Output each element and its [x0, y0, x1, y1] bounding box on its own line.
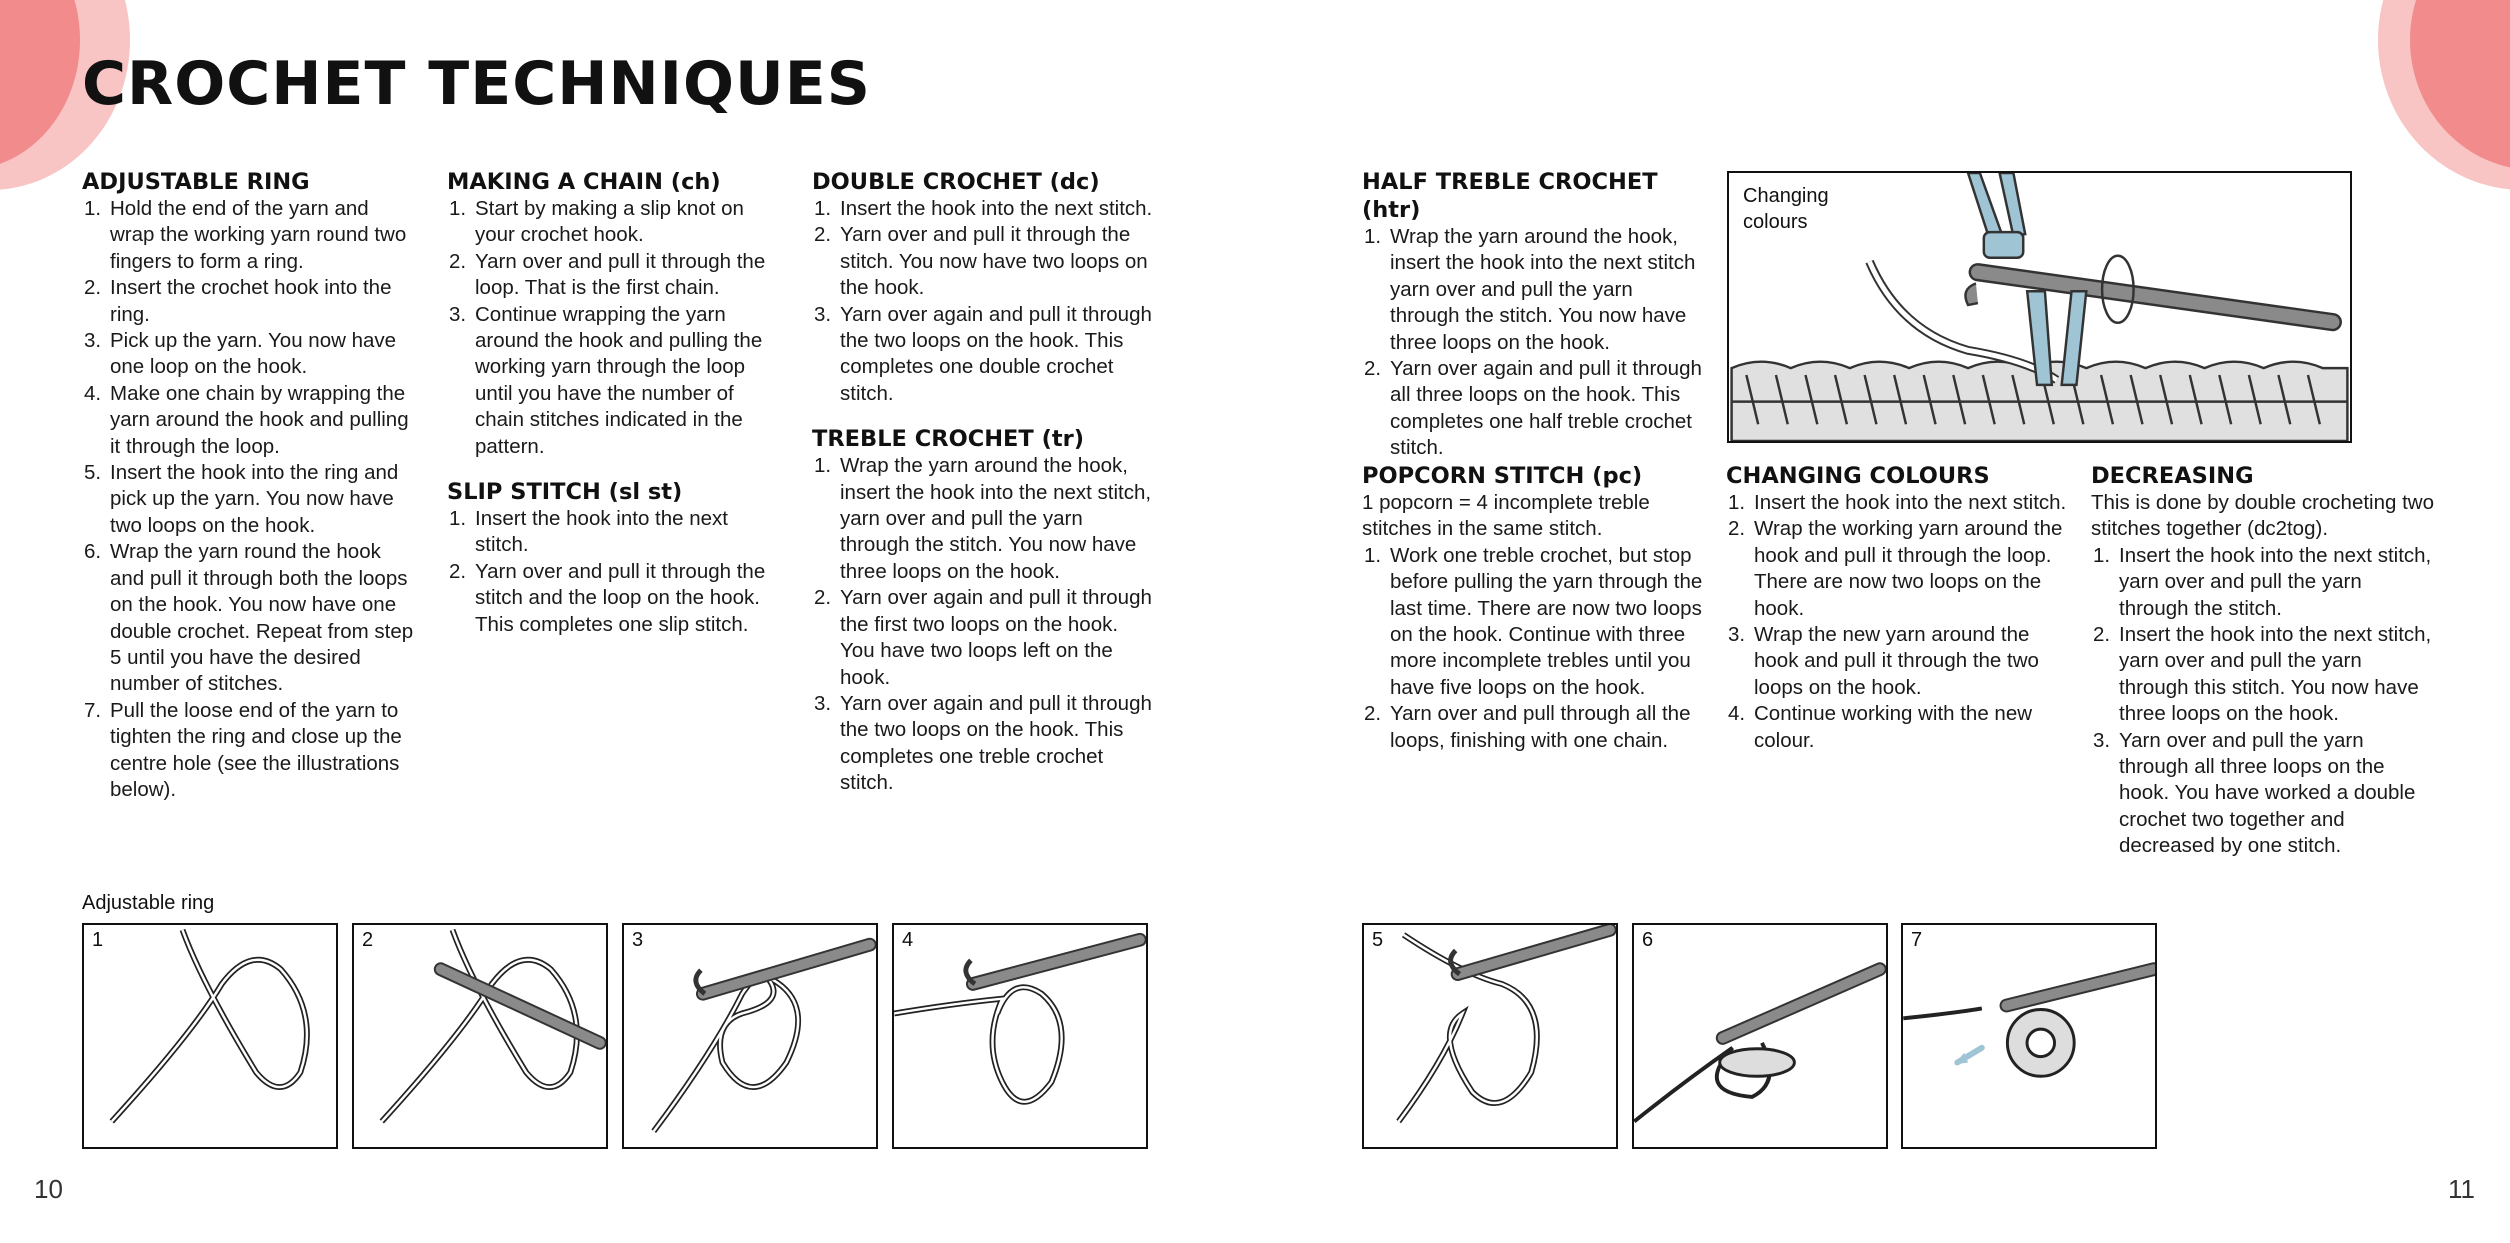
illustration-step-4 [892, 923, 1148, 1149]
illustration-step-2 [352, 923, 608, 1149]
step-item: 1. Insert the hook into the next stitch, yarn over and pull the yarn through the stitch. [2093, 543, 2432, 620]
frame-number: 2 [362, 929, 374, 951]
step-item: 2. Yarn over and pull it through the stitch. You now have two loops on the hook. [814, 223, 1148, 300]
hook-ring-loops-drawing [1364, 925, 1616, 1147]
step-item: 1. Insert the hook into the next stitch. [449, 507, 728, 557]
page-number-right: 11 [2448, 1174, 2475, 1204]
tighten-ring-drawing [1903, 925, 2155, 1147]
step-item: 3. Yarn over again and pull it through the two loops on the hook. This completes one treble crochet stitch. [814, 691, 1152, 795]
crochet-fabric-drawing [1729, 173, 2350, 441]
illustration-step-6 [1632, 923, 1888, 1149]
frame-number: 1 [92, 929, 104, 951]
stitches-on-ring-drawing [1634, 925, 1886, 1147]
step-item: 2. Yarn over and pull it through the stitch and the loop on the hook. This completes one slip stitch. [449, 559, 766, 636]
illustration-step-1 [82, 923, 338, 1149]
step-item: 3. Continue wrapping the yarn around the hook and pulling the working yarn through the loop until you have the number of chain stitches indicated in the pattern. [449, 302, 763, 458]
section-heading: DECREASING [2091, 463, 2254, 489]
step-item: 4. Make one chain by wrapping the yarn around the hook and pulling it through the loop. [84, 381, 409, 458]
section-heading: CHANGING COLOURS [1726, 463, 1990, 489]
step-item: 2. Yarn over again and pull it through the first two loops on the hook. You have two loops left on the hook. [814, 586, 1152, 689]
section-heading: DOUBLE CROCHET (dc) [812, 169, 1100, 195]
step-item: 1. Insert the hook into the next stitch. [1728, 491, 2067, 514]
steps-list [1362, 224, 1707, 462]
steps-list [82, 196, 417, 803]
section-heading: HALF TREBLE CROCHET (htr) [1362, 169, 1658, 223]
changing-colours-illustration [1727, 171, 2352, 443]
illustration-step-3 [622, 923, 878, 1149]
step-item: 1. Insert the hook into the next stitch. [814, 197, 1153, 220]
step-item: 1. Hold the end of the yarn and wrap the working yarn round two fingers to form a ring. [84, 197, 407, 273]
yarn-ring-drawing [84, 925, 336, 1147]
page-title: CROCHET TECHNIQUES [82, 49, 871, 119]
steps-list [447, 196, 787, 460]
step-item: 5. Insert the hook into the ring and pick up the yarn. You now have two loops on the hook. [84, 461, 399, 537]
steps-list [812, 453, 1157, 796]
frame-number: 6 [1642, 929, 1654, 951]
section-heading: SLIP STITCH (sl st) [447, 479, 683, 506]
steps-list [2091, 543, 2436, 860]
section-decreasing [2091, 462, 2436, 860]
section-adjustable-ring [82, 168, 417, 803]
section-half-treble [1362, 168, 1707, 462]
step-item: 3. Pick up the yarn. You now have one loop on the hook. [84, 329, 397, 379]
step-item: 2. Yarn over and pull it through the loop. That is the first chain. [449, 249, 766, 300]
step-item: 3. Yarn over again and pull it through the two loops on the hook. This completes one double crochet stitch. [814, 302, 1152, 405]
section-making-chain [447, 168, 787, 638]
step-item: 4. Continue working with the new colour. [1728, 702, 2033, 752]
illustrations-caption: Adjustable ring [82, 892, 215, 914]
section-slip-stitch [447, 478, 787, 638]
section-heading: ADJUSTABLE RING [82, 169, 310, 195]
frame-number: 3 [632, 929, 644, 951]
frame-number: 5 [1372, 929, 1384, 951]
steps-list [1726, 490, 2071, 754]
step-item: 2. Yarn over and pull through all the loops, finishing with one chain. [1364, 702, 1691, 752]
section-intro: 1 popcorn = 4 incomplete treble stitches in the same stitch. [1362, 491, 1650, 541]
illustration-step-5 [1362, 923, 1618, 1149]
pick-up-yarn-drawing [624, 925, 876, 1147]
section-treble-crochet [812, 425, 1157, 796]
steps-list [812, 196, 1157, 407]
step-item: 2. Insert the hook into the next stitch, yarn over and pull the yarn through this stitch. You now have three loops on the hook. [2093, 623, 2432, 726]
illustration-label: Changing colours [1743, 185, 1829, 233]
hook-in-ring-drawing [354, 925, 606, 1147]
section-changing-colours [1726, 462, 2071, 754]
page-number-left: 10 [34, 1174, 63, 1204]
section-double-crochet [812, 168, 1157, 797]
illustration-step-7 [1901, 923, 2157, 1149]
step-item: 1. Work one treble crochet, but stop before pulling the yarn through the last time. There are now two loops on the hook. Continue with three more incomplete trebles until you have five loops on the hook. [1364, 543, 1703, 699]
frame-number: 4 [902, 929, 914, 951]
step-item: 7. Pull the loose end of the yarn to tighten the ring and close up the centre hole (see the illustrations below). [84, 698, 402, 801]
make-chain-drawing [894, 925, 1146, 1147]
step-item: 3. Wrap the new yarn around the hook and pull it through the two loops on the hook. [1728, 623, 2039, 699]
step-item: 2. Insert the crochet hook into the ring. [84, 276, 392, 326]
section-heading: MAKING A CHAIN (ch) [447, 169, 721, 195]
step-item: 1. Wrap the yarn around the hook, insert the hook into the next stitch, yarn over and pull the yarn through the stitch. You now have three loops on the hook. [814, 454, 1152, 583]
steps-list [447, 506, 787, 638]
step-item: 3. Yarn over and pull the yarn through all three loops on the hook. You have worked a double crochet two together and decreased by one stitch. [2093, 728, 2416, 858]
section-intro: This is done by double crocheting two stitches together (dc2tog). [2091, 491, 2435, 541]
step-item: 1. Start by making a slip knot on your crochet hook. [449, 197, 744, 247]
section-popcorn [1362, 462, 1707, 754]
frame-number: 7 [1911, 929, 1923, 951]
section-heading: POPCORN STITCH (pc) [1362, 463, 1643, 489]
step-item: 6. Wrap the yarn round the hook and pull it through both the loops on the hook. You now have one double crochet. Repeat from step 5 until you have the desired number of stitches. [84, 540, 414, 696]
step-item: 2. Wrap the working yarn around the hook and pull it through the loop. There are now two loops on the hook. [1728, 517, 2063, 620]
step-item: 2. Yarn over again and pull it through all three loops on the hook. This completes one half treble crochet stitch. [1364, 357, 1702, 460]
section-heading: TREBLE CROCHET (tr) [812, 426, 1085, 453]
steps-list [1362, 543, 1707, 754]
step-item: 1. Wrap the yarn around the hook, insert the hook into the next stitch yarn over and pull the yarn through the stitch. You now have three loops on the hook. [1364, 225, 1696, 354]
